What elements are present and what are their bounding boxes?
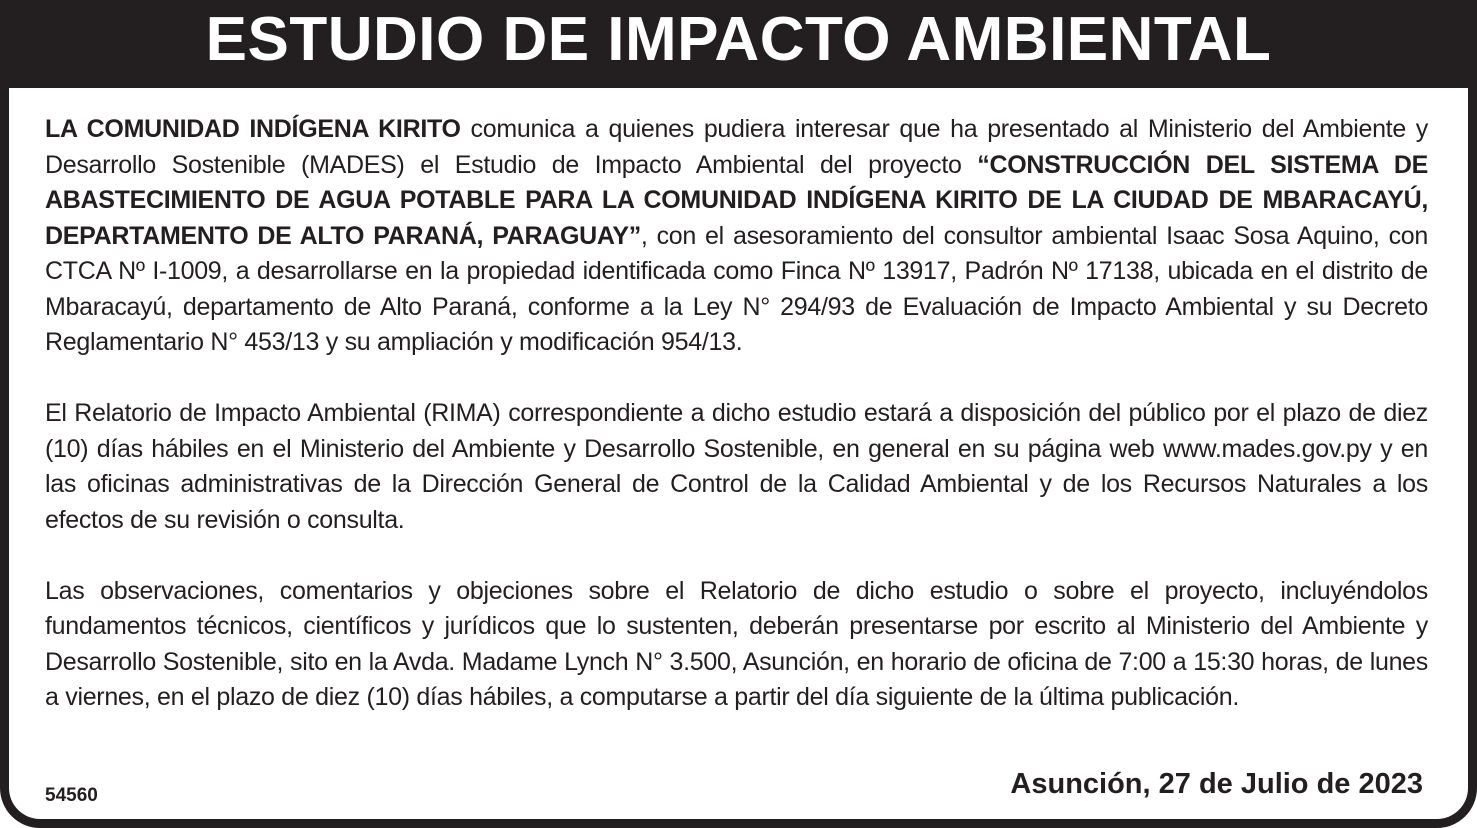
project-name: “CONSTRUCCIÓN DEL SISTEMA DE ABASTECIMIENTO DE AGUA POTABLE PARA LA COMUNIDAD INDÍGENA KIRITO DE LA CIUDAD DE MBARACAYÚ, DEPARTAMENTO DE ALTO PARANÁ, PARAGUAY” (45, 150, 1428, 250)
paragraph-observations: Las observaciones, comentarios y objeciones sobre el Relatorio de dicho estudio o sobre el proyecto, incluyéndolos fundamentos técnicos, científicos y jurídicos que lo sustenten, deberán presentarse por escrito al Ministerio del Ambiente y Desarrollo Sostenible, sito en la Avda. Madame Lynch N° 3.500, Asunción, en horario de oficina de 7:00 a 15:30 horas, de lunes a viernes, en el plazo de diez (10) días hábiles, a computarse a partir del día siguiente de la última publicación. (45, 576, 1428, 711)
community-name: LA COMUNIDAD INDÍGENA KIRITO (45, 115, 461, 143)
publication-date: Asunción, 27 de Julio de 2023 (1010, 768, 1423, 800)
paragraph-rima: El Relatorio de Impacto Ambiental (RIMA) correspondiente a dicho estudio estará a disposición del público por el plazo de diez (10) días hábiles en el Ministerio del Ambiente y Desarrollo Sostenible, en general en su página web www.mades.gov.py y en las oficinas administrativas de la Dirección General de Control de la Calidad Ambiental y de los Recursos Naturales a los efectos de su revisión o consulta. (45, 399, 1428, 534)
notice-title: ESTUDIO DE IMPACTO AMBIENTAL (0, 0, 1477, 88)
notice-body (45, 112, 1428, 751)
publication-code: 54560 (45, 785, 98, 806)
announcement-text-a: comunica a quienes pudiera interesar que ha presentado al Ministerio del Ambiente y Desarrollo Sostenible (MADES) el Estudio de Impacto Ambiental del proyecto (45, 115, 1428, 179)
announcement-text-b: , con el asesoramiento del consultor ambiental Isaac Sosa Aquino, con CTCA Nº I-1009, a desarrollarse en la propiedad identificada como Finca Nº 13917, Padrón Nº 17138, ubicada en el distrito de Mbaracayú, departamento de Alto Paraná, conforme a la Ley N° 294/93 de Evaluación de Impacto Ambiental y su Decreto Reglamentario N° 453/13 y su ampliación y modificación 954/13. (45, 221, 1428, 356)
paragraph-announcement (45, 112, 1428, 361)
